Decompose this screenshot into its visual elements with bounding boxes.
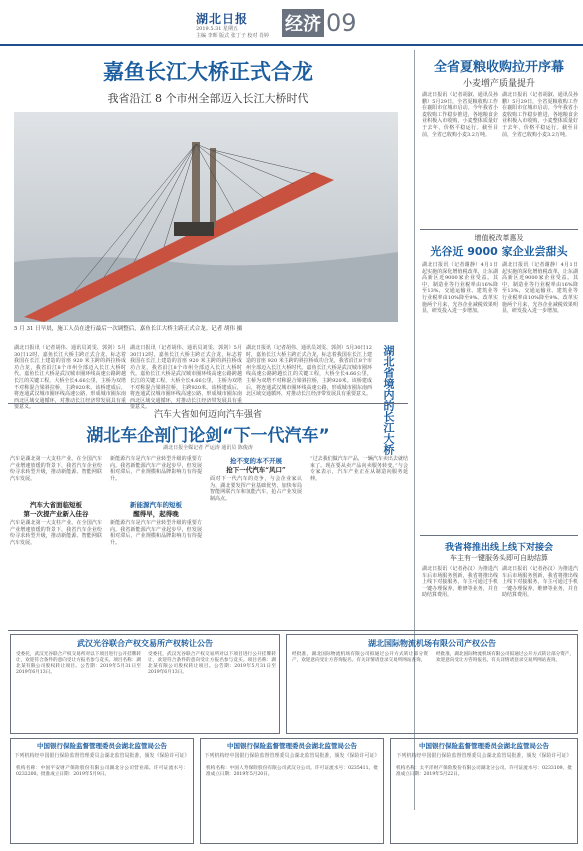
tax-headline: 光谷近 9000 家企业尝甜头 (430, 245, 568, 258)
insurance-notice-body: 机构名称：中国平安财产保险股份有限公司湖北分公司营业部。许可证流水号：0232200。批准成立日期：2019年5月9日。 (16, 766, 188, 777)
construction-barge (174, 222, 214, 236)
auto-section-head: 汽车大省面临短板 (30, 501, 82, 509)
auto-headline: 湖北车企剖门论剑“下一代汽车” (86, 426, 330, 446)
photo-caption: 5 月 31 日早晨，施工人员在进行最后一次调整后，嘉鱼长江大桥主跨正式合龙。记者 胡伟 摄 (14, 326, 243, 332)
lead-body-text: 湖北日报讯（记者胡伟、通讯员刘雯、郭剑）5月30日12时，嘉鱼长江大桥主跨正式合龙，标志着我国在长江上建造的首座 920 米主跨的斜拉桥成功合龙，我省沿江8个市州全部迈入长江大桥时代。嘉鱼长江大桥是武汉城市圈环线高速公路跨越长江的关键工程，大桥全长4.66公里，主桥为双塔不对称混合梁斜拉桥，主跨920米。该桥建成后，将连通武汉城市圈环线高速公路，形成城市圈东南西北区域交通循环，对推动长江经济带发展具有重要意义。 (246, 345, 372, 398)
bridge-tower (192, 142, 200, 232)
section-rule (8, 630, 578, 631)
lead-body-text: 湖北日报讯（记者胡伟、通讯员刘雯、郭剑）5月30日12时，嘉鱼长江大桥主跨正式合龙，标志着我国在长江上建造的首座 920 米主跨的斜拉桥成功合龙，我省沿江8个市州全部迈入长江大桥时代。嘉鱼长江大桥是武汉城市圈环线高速公路跨越长江的关键工程，大桥全长4.66公里，主桥为双塔不对称混合梁斜拉桥，主跨920米。该桥建成后，将连通武汉城市圈环线高速公路，形成城市圈东南西北区域交通循环，对推动长江经济带发展具有重要意义。 (130, 345, 242, 411)
notice-body: 受委托，武汉光谷联合产权交易所对以下项目进行公开挂牌转让，欢迎符合条件的意向受让方报名参与竞买。项目名称：湖北某有限公司股权转让项目。公告期：2019年5月31日至2019年6月13日。 (148, 652, 276, 675)
editor-credits: 主编 李晖 版式 张丁子 校对 肖婷 (196, 33, 269, 39)
grain-headline: 全省夏粮收购拉开序幕 (433, 60, 564, 75)
auto-body-text: 汽车是湖北第一大支柱产业。在全国汽车产业增速放缓的背景下，我省汽车企业纷纷寻求转型升级，推动新能源、智能网联汽车发展。 (10, 520, 102, 546)
auto-kicker: 汽车大省如何迈向汽车强省 (153, 410, 262, 420)
auto-section-subhead: 抢下一代汽车“风口” (226, 466, 286, 474)
auto-body-text: 汽车是湖北第一大支柱产业。在全国汽车产业增速放缓的背景下，我省汽车企业纷纷寻求转型升级，推动新能源、智能网联汽车发展。 (10, 456, 102, 482)
conference-subheadline: 车主有一键服务头即可自助结算 (450, 554, 548, 562)
auto-body-text: 新能源汽车是汽车产业转型升级的重要方向。我省新能源汽车产业起步早，但发展相对滞后，产业规模和品牌影响力有待提升。 (110, 456, 202, 482)
page-number: 09 (326, 9, 357, 37)
conference-body-text: 湖北日报讯（记者孙汉）为推进汽车后市场服务创新，我省将推出线上线下对接服务，车主可通过手机一键办理保养、维修等业务，并自助结算费用。 (502, 566, 578, 599)
grain-subheadline: 小麦增产质量提升 (462, 79, 535, 89)
auto-section-head: 抢不变的本不开展 (230, 457, 282, 465)
auto-body-text: 新能源汽车是汽车产业转型升级的重要方向。我省新能源汽车产业起步早，但发展相对滞后，产业规模和品牌影响力有待提升。 (110, 520, 202, 546)
bridge-tower (210, 148, 216, 228)
notice-body: 经批准，湖北国际物流机场有限公司拟通过公开方式转让部分资产，欢迎意向受让方咨询报名。有关详情请登录交易所网站查询。 (292, 652, 428, 663)
conference-headline: 我省将推出线上线下对接会 (444, 543, 553, 553)
notice-title: 武汉光谷联合产权交易所产权转让公告 (77, 639, 213, 648)
insurance-notice-subtitle: 下列机构经中国银行保险监督管理委员会湖北监管局批准，颁发《保险许可证》 (14, 753, 190, 759)
auto-body-text: 面对下一代汽车的竞争，与会企业家认为，湖北要发挥产业基础优势，加快布局智能网联汽车和氢能汽车，抢占产业发展制高点。 (210, 476, 302, 502)
auto-body-text: “过去我们做汽车产品，一辆汽车卖出去就结束了。现在要从卖产品向卖服务转变。”与会专家表示，汽车产业正在从制造向服务延伸。 (310, 456, 408, 482)
notice-body: 受委托，武汉光谷联合产权交易所对以下项目进行公开挂牌转让，欢迎符合条件的意向受让方报名参与竞买。项目名称：湖北某有限公司股权转让项目。公告期：2019年5月31日至2019年6月13日。 (16, 652, 141, 675)
section-label: 经济 (282, 9, 324, 37)
newspaper-logo: 湖北日报 (196, 12, 249, 26)
section-rule (8, 403, 408, 404)
insurance-notice-subtitle: 下列机构经中国银行保险监督管理委员会湖北监管局批准，颁发《保险许可证》 (396, 753, 572, 759)
insurance-notice-subtitle: 下列机构经中国银行保险监督管理委员会湖北监管局批准，颁发《保险许可证》 (204, 753, 380, 759)
tax-kicker: 增值税改革惠及 (474, 234, 524, 242)
insurance-notice-title: 中国银行保险监督管理委员会湖北监管局公告 (419, 742, 549, 750)
notice-body: 经批准，湖北国际物流机场有限公司拟通过公开方式转让部分资产，欢迎意向受让方咨询报名。有关详情请登录交易所网站查询。 (436, 652, 574, 663)
bridge-list-heading: 湖北省境内的长江大桥 (382, 345, 395, 455)
auto-section-subhead: 醒得早，起得晚 (133, 510, 179, 518)
section-rule (420, 229, 578, 230)
bridge-illustration (14, 112, 398, 322)
auto-section-subhead: 第一次提产业新入佳谷 (23, 510, 89, 518)
lead-body-text: 湖北日报讯（记者胡伟、通讯员刘雯、郭剑）5月30日12时，嘉鱼长江大桥主跨正式合龙，标志着我国在长江上建造的首座 920 米主跨的斜拉桥成功合龙，我省沿江8个市州全部迈入长江大桥时代。嘉鱼长江大桥是武汉城市圈环线高速公路跨越长江的关键工程，大桥全长4.66公里，主桥为双塔不对称混合梁斜拉桥，主跨920米。该桥建成后，将连通武汉城市圈环线高速公路，形成城市圈东南西北区域交通循环，对推动长江经济带发展具有重要意义。 (14, 345, 126, 411)
lead-subheadline: 我省沿江 8 个市州全部迈入长江大桥时代 (107, 92, 309, 105)
section-rule (420, 535, 578, 536)
insurance-notice-title: 中国银行保险监督管理委员会湖北监管局公告 (227, 742, 357, 750)
auto-section-head: 新能源汽车的短板 (130, 501, 182, 509)
conference-body-text: 湖北日报讯（记者孙汉）为推进汽车后市场服务创新，我省将推出线上线下对接服务，车主可通过手机一键办理保养、维修等业务，并自助结算费用。 (422, 566, 498, 599)
grain-body-text: 湖北日报讯（记者胡淑、通讯员孙鹏）5月29日，全省夏粮收购工作在襄阳市宜城市启动。今年我省小麦收购工作稳步推进，各地粮食企业积极入市收购，小麦整体质量好于去年，价格平稳运行。截至目前，全省已收购小麦3.2万吨。 (422, 92, 498, 138)
issue-date: 2019.5.31 星期五 (196, 26, 239, 32)
notice-title: 湖北国际物流机场有限公司产权公告 (368, 639, 496, 648)
auto-byline: 湖北日报全媒记者 严运涛 通讯员 陈俊涛 (163, 445, 253, 451)
tax-body-text: 湖北日报讯（记者谢静）4月1日起实施的深化增值税改革，让东湖高新区近9000家企业受益。其中，制造业等行业税率由16%降至13%，交通运输业、建筑业等行业税率由10%降至9%。改革实施两个月来，光谷企业减税效果明显，研发投入进一步增加。 (502, 262, 578, 315)
tax-body-text: 湖北日报讯（记者谢静）4月1日起实施的深化增值税改革，让东湖高新区近9000家企业受益。其中，制造业等行业税率由16%降至13%，交通运输业、建筑业等行业税率由10%降至9%。改革实施两个月来，光谷企业减税效果明显，研发投入进一步增加。 (422, 262, 498, 315)
insurance-notice-title: 中国银行保险监督管理委员会湖北监管局公告 (37, 742, 167, 750)
insurance-notice-body: 机构名称：中国人寿保险股份有限公司武汉分公司。许可证流水号：0235411。批准成立日期：2019年5月20日。 (206, 766, 378, 777)
bridge-photo (14, 112, 398, 322)
grain-body-text: 湖北日报讯（记者胡淑、通讯员孙鹏）5月29日，全省夏粮收购工作在襄阳市宜城市启动。今年我省小麦收购工作稳步推进，各地粮食企业积极入市收购，小麦整体质量好于去年，价格平稳运行。截至目前，全省已收购小麦3.2万吨。 (502, 92, 578, 138)
insurance-notice-body: 机构名称：太平洋财产保险股份有限公司湖北分公司。许可证流水号：0233109。批准成立日期：2019年5月22日。 (396, 766, 572, 777)
lead-headline: 嘉鱼长江大桥正式合龙 (103, 60, 313, 84)
